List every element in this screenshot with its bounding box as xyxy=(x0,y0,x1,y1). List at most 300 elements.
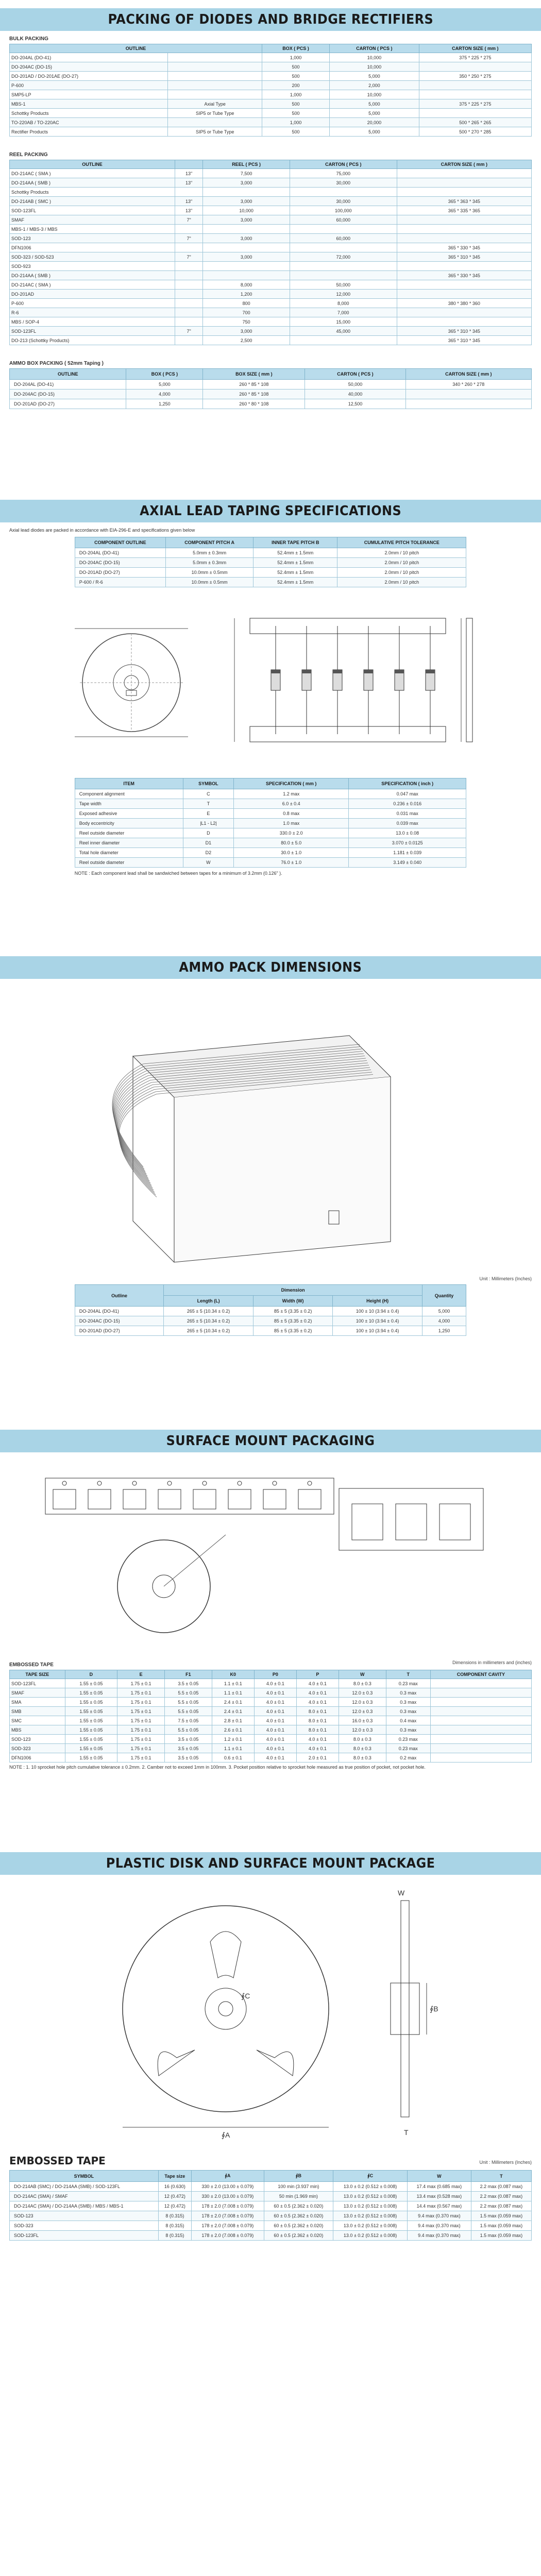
table-cell: 5.5 ± 0.05 xyxy=(164,1725,212,1735)
table-cell: 8.0 ± 0.1 xyxy=(296,1716,339,1725)
table-cell: 1.55 ± 0.05 xyxy=(65,1753,117,1762)
table-cell: 0.2 max xyxy=(386,1753,430,1762)
table-cell: DO-214AB (SMC) / DO-214AA (SMB) / SOD-123FL xyxy=(10,2182,159,2192)
col-header: K0 xyxy=(212,1670,254,1679)
table-cell: 1.55 ± 0.05 xyxy=(65,1698,117,1707)
table-row xyxy=(75,789,466,799)
table-cell xyxy=(175,262,202,271)
table-cell: DO-214AC ( SMA ) xyxy=(10,280,175,290)
table-row xyxy=(10,109,532,118)
table-cell xyxy=(168,81,262,90)
table-cell: 0.3 max xyxy=(386,1688,430,1698)
table-cell: DO-214AA ( SMB ) xyxy=(10,178,175,188)
table-cell: 7" xyxy=(175,215,202,225)
table-cell: DO-214AC ( SMA ) xyxy=(10,169,175,178)
table-cell: 60 ± 0.5 (2.362 ± 0.020) xyxy=(264,2211,333,2221)
table-cell: 5.5 ± 0.05 xyxy=(164,1688,212,1698)
smd-header-row xyxy=(10,1670,532,1679)
section-title-plastic: PLASTIC DISK AND SURFACE MOUNT PACKAGE xyxy=(106,1856,435,1871)
table-cell: 8.0 ± 0.1 xyxy=(296,1707,339,1716)
table-cell: 500 * 265 * 265 xyxy=(419,118,531,127)
table-cell xyxy=(203,262,290,271)
col-header: CARTON ( PCS ) xyxy=(290,160,397,169)
table-cell xyxy=(430,1688,531,1698)
table-cell: 5,000 xyxy=(422,1307,466,1316)
table-cell: 750 xyxy=(203,317,290,327)
col-header: BOX ( PCS ) xyxy=(126,369,203,380)
table-cell: 85 ± 5 (3.35 ± 0.2) xyxy=(253,1307,333,1316)
table-cell: 13.0 ± 0.08 xyxy=(349,828,466,838)
table-cell: P-600 / R-6 xyxy=(75,578,165,587)
axial-drawings xyxy=(9,598,532,762)
table-cell: 8,000 xyxy=(290,299,397,308)
table-row xyxy=(10,1707,532,1716)
table-cell: MBS-1 xyxy=(10,99,168,109)
table-cell xyxy=(397,234,531,243)
table-row xyxy=(75,1326,466,1336)
table-row xyxy=(10,169,532,178)
table-cell: R-6 xyxy=(10,308,175,317)
table-cell: Schottky Products xyxy=(10,188,175,197)
table-cell xyxy=(397,262,531,271)
sprocket-hole xyxy=(202,1481,207,1485)
table-cell: 17.4 max (0.685 max) xyxy=(408,2182,471,2192)
table-cell: 45,000 xyxy=(290,327,397,336)
table-cell xyxy=(430,1753,531,1762)
table-cell xyxy=(175,299,202,308)
table-cell: 365 * 363 * 345 xyxy=(397,197,531,206)
table-row xyxy=(75,548,466,558)
table-cell: 12.0 ± 0.3 xyxy=(339,1688,386,1698)
table-cell: 1,000 xyxy=(262,53,329,62)
table-cell: 2.0mm / 10 pitch xyxy=(337,568,466,578)
table-cell: 4.0 ± 0.1 xyxy=(254,1735,296,1744)
table-cell: 10,000 xyxy=(203,206,290,215)
table-cell: 30,000 xyxy=(290,178,397,188)
col-header: CUMULATIVE PITCH TOLERANCE xyxy=(337,537,466,548)
table-cell: P-600 xyxy=(10,299,175,308)
table-cell: 265 ± 5 (10.34 ± 0.2) xyxy=(164,1316,253,1326)
table-row xyxy=(75,828,466,838)
sprocket-hole xyxy=(167,1481,172,1485)
table-cell: DO-204AC (DO-15) xyxy=(10,62,168,72)
table-row xyxy=(10,1735,532,1744)
table-cell xyxy=(397,290,531,299)
plastic-disk-drawing xyxy=(9,1880,530,2148)
table-cell xyxy=(168,53,262,62)
table-cell: 13" xyxy=(175,206,202,215)
table-cell: 1.1 ± 0.1 xyxy=(212,1679,254,1688)
col-header: F1 xyxy=(164,1670,212,1679)
col-header: OUTLINE xyxy=(10,369,126,380)
table-cell: 178 ± 2.0 (7.008 ± 0.079) xyxy=(191,2201,264,2211)
table-cell: 260 * 80 * 108 xyxy=(203,399,305,409)
tape-pocket xyxy=(228,1489,251,1509)
ammo-table xyxy=(75,1284,467,1336)
table-cell: D xyxy=(183,828,234,838)
table-cell: 8.0 ± 0.1 xyxy=(296,1725,339,1735)
table-cell: 500 xyxy=(262,62,329,72)
axial-diode xyxy=(271,626,280,734)
table-cell: SOD-123 xyxy=(10,234,175,243)
table-cell: 1.55 ± 0.05 xyxy=(65,1744,117,1753)
table-row xyxy=(75,858,466,868)
table-cell: MBS / SOP-4 xyxy=(10,317,175,327)
col-header: TAPE SIZE xyxy=(10,1670,65,1679)
table-cell: 2.2 max (0.087 max) xyxy=(471,2182,531,2192)
col-header: Height (H) xyxy=(333,1296,422,1307)
table-cell: 375 * 225 * 275 xyxy=(419,99,531,109)
table-cell xyxy=(397,215,531,225)
table-cell xyxy=(203,243,290,252)
table-cell: 1.181 ± 0.039 xyxy=(349,848,466,858)
svg-text:T: T xyxy=(404,2128,409,2137)
table-cell: SOD-923 xyxy=(10,262,175,271)
col-header: T xyxy=(471,2171,531,2182)
table-row xyxy=(75,1307,466,1316)
section-banner-packing xyxy=(0,8,541,31)
table-row xyxy=(10,90,532,99)
table-row xyxy=(10,308,532,317)
table-cell xyxy=(405,399,531,409)
smd-footnote: NOTE : 1. 10 sprocket hole pitch cumulative tolerance ± 0.2mm. 2. Camber not to exceed 1mm in 100mm. 3. Pocket position relative to sprocket hole measured as true position of pocket, not pocket hole. xyxy=(9,1765,426,1770)
table-cell: 12.0 ± 0.3 xyxy=(339,1725,386,1735)
table-row xyxy=(10,215,532,225)
axial-table-body xyxy=(75,548,466,587)
table-cell: 100 ± 10 (3.94 ± 0.4) xyxy=(333,1307,422,1316)
col-header: Width (W) xyxy=(253,1296,333,1307)
table-cell: 1.0 max xyxy=(234,819,349,828)
table-cell: MBS-1 / MBS-3 / MBS xyxy=(10,225,175,234)
table-cell: 5,000 xyxy=(330,127,419,137)
table-cell xyxy=(397,169,531,178)
table-cell: 1.75 ± 0.1 xyxy=(117,1735,165,1744)
table-cell: D1 xyxy=(183,838,234,848)
section-banner-ammo xyxy=(0,956,541,979)
table-cell: 15,000 xyxy=(290,317,397,327)
table-row xyxy=(10,99,532,109)
col-header: SPECIFICATION ( mm ) xyxy=(234,778,349,789)
col-header: REEL ( PCS ) xyxy=(203,160,290,169)
table-cell: 1.75 ± 0.1 xyxy=(117,1753,165,1762)
table-cell: 13.0 ± 0.2 (0.512 ± 0.008) xyxy=(333,2211,408,2221)
table-cell: 12,000 xyxy=(290,290,397,299)
table-cell: 1.75 ± 0.1 xyxy=(117,1716,165,1725)
table-cell: T xyxy=(183,799,234,809)
table-cell: 200 xyxy=(262,81,329,90)
table-row xyxy=(10,62,532,72)
table-cell: SMC xyxy=(10,1716,65,1725)
plastic-section xyxy=(0,1880,541,2241)
smd-caption: EMBOSSED TAPE xyxy=(9,1662,54,1668)
table-row xyxy=(10,317,532,327)
table-cell: 4.0 ± 0.1 xyxy=(254,1725,296,1735)
col-header: Tape size xyxy=(158,2171,191,2182)
table-cell: 0.8 max xyxy=(234,809,349,819)
table-cell: 4.0 ± 0.1 xyxy=(296,1698,339,1707)
table-row xyxy=(75,809,466,819)
table-row xyxy=(75,568,466,578)
table-cell: 76.0 ± 1.0 xyxy=(234,858,349,868)
table-row xyxy=(10,2192,532,2201)
table-cell: 260 * 85 * 108 xyxy=(203,389,305,399)
table-cell: 265 ± 5 (10.34 ± 0.2) xyxy=(164,1326,253,1336)
table-row xyxy=(10,290,532,299)
table-cell: 3,000 xyxy=(203,252,290,262)
table-cell xyxy=(419,81,531,90)
col-header: ∮B xyxy=(264,2171,333,2182)
table-cell: 7,500 xyxy=(203,169,290,178)
table-cell: 3,000 xyxy=(203,197,290,206)
col-header: E xyxy=(117,1670,165,1679)
table-cell: 0.4 max xyxy=(386,1716,430,1725)
col-header: BOX ( PCS ) xyxy=(262,44,329,53)
table-cell: 52.4mm ± 1.5mm xyxy=(253,578,337,587)
svg-text:∮C: ∮C xyxy=(241,1992,250,2000)
table-cell: 0.3 max xyxy=(386,1707,430,1716)
bulk-packing-section xyxy=(0,36,541,137)
table-cell: 4.0 ± 0.1 xyxy=(254,1716,296,1725)
table-cell: Exposed adhesive xyxy=(75,809,183,819)
smd-section xyxy=(0,1458,541,1770)
table-cell: 4.0 ± 0.1 xyxy=(296,1735,339,1744)
table-cell xyxy=(290,271,397,280)
table-cell: 1,250 xyxy=(126,399,203,409)
table-cell: 500 xyxy=(262,72,329,81)
table-cell: SMP5-LP xyxy=(10,90,168,99)
table-cell: 1.55 ± 0.05 xyxy=(65,1688,117,1698)
table-cell: 340 * 260 * 278 xyxy=(405,380,531,389)
table-cell: 13" xyxy=(175,169,202,178)
table-cell: DO-201AD (DO-27) xyxy=(10,399,126,409)
embossed-table xyxy=(9,2170,532,2241)
section-title-smd: SURFACE MOUNT PACKAGING xyxy=(166,1433,375,1449)
table-cell: 50,000 xyxy=(305,380,405,389)
table-row xyxy=(75,1316,466,1326)
table-row xyxy=(10,2211,532,2221)
table-cell: 10,000 xyxy=(330,90,419,99)
table-cell: 30.0 ± 1.0 xyxy=(234,848,349,858)
table-cell: 8.0 ± 0.3 xyxy=(339,1679,386,1688)
table-cell xyxy=(175,290,202,299)
tape-pocket-detail xyxy=(396,1504,427,1540)
table-cell: 50 min (1.969 min) xyxy=(264,2192,333,2201)
svg-text:W: W xyxy=(398,1889,405,1897)
table-row xyxy=(10,81,532,90)
table-cell: 1.5 max (0.059 max) xyxy=(471,2231,531,2241)
table-cell: 1,250 xyxy=(422,1326,466,1336)
table-row xyxy=(75,578,466,587)
table-cell: 1.2 ± 0.1 xyxy=(212,1735,254,1744)
col-header: CARTON ( PCS ) xyxy=(305,369,405,380)
table-cell: 8 (0.315) xyxy=(158,2211,191,2221)
table-cell: D2 xyxy=(183,848,234,858)
table-cell xyxy=(419,62,531,72)
col-header: P0 xyxy=(254,1670,296,1679)
ammobox-table-body xyxy=(10,380,532,409)
table-cell: 13.0 ± 0.2 (0.512 ± 0.008) xyxy=(333,2221,408,2231)
smd-table-body xyxy=(10,1679,532,1762)
table-cell: Tape width xyxy=(75,799,183,809)
table-cell: 0.23 max xyxy=(386,1735,430,1744)
table-cell: DO-201AD (DO-27) xyxy=(75,568,165,578)
table-cell: 178 ± 2.0 (7.008 ± 0.079) xyxy=(191,2231,264,2241)
table-cell: 14.4 max (0.567 max) xyxy=(408,2201,471,2211)
table-cell: 8 (0.315) xyxy=(158,2221,191,2231)
table-cell: Reel inner diameter xyxy=(75,838,183,848)
table-cell: 5,000 xyxy=(330,72,419,81)
col-header: OUTLINE xyxy=(10,160,175,169)
axial-pitch-table xyxy=(75,537,467,587)
section-title-ammo: AMMO PACK DIMENSIONS xyxy=(179,960,362,975)
reel-drawing xyxy=(54,598,209,762)
table-cell: 365 * 330 * 345 xyxy=(397,271,531,280)
table-row xyxy=(10,2221,532,2231)
table-cell: MBS xyxy=(10,1725,65,1735)
table-cell: DO-201AD xyxy=(10,290,175,299)
table-cell: 2.6 ± 0.1 xyxy=(212,1725,254,1735)
table-cell: 30,000 xyxy=(290,197,397,206)
smd-table xyxy=(9,1670,532,1762)
smd-tape-drawing xyxy=(9,1458,530,1653)
table-cell: 3.5 ± 0.05 xyxy=(164,1753,212,1762)
table-cell xyxy=(175,317,202,327)
table-cell: DO-214AC (SMA) / DO-214AA (SMB) / MBS / MBS-1 xyxy=(10,2201,159,2211)
col-header: W xyxy=(408,2171,471,2182)
table-cell xyxy=(397,188,531,197)
table-cell: 1.55 ± 0.05 xyxy=(65,1707,117,1716)
reel-table-body xyxy=(10,169,532,345)
table-cell: 500 xyxy=(262,109,329,118)
table-cell: 12.0 ± 0.3 xyxy=(339,1707,386,1716)
table-cell: 10.0mm ± 0.5mm xyxy=(166,568,253,578)
reel-packing-section xyxy=(0,152,541,345)
col-header xyxy=(175,160,202,169)
table-cell: 1,000 xyxy=(262,90,329,99)
table-cell: 9.4 max (0.370 max) xyxy=(408,2211,471,2221)
table-cell: 0.23 max xyxy=(386,1679,430,1688)
ammo-box-drawing xyxy=(9,984,530,1273)
sprocket-hole xyxy=(132,1481,137,1485)
table-cell: 100 ± 10 (3.94 ± 0.4) xyxy=(333,1326,422,1336)
table-cell: 500 xyxy=(262,127,329,137)
table-cell: SOD-123FL xyxy=(10,327,175,336)
table-cell xyxy=(430,1735,531,1744)
col-header: COMPONENT PITCH A xyxy=(166,537,253,548)
table-cell xyxy=(175,225,202,234)
table-row xyxy=(10,336,532,345)
table-cell: 330 ± 2.0 (13.00 ± 0.079) xyxy=(191,2182,264,2192)
table-cell xyxy=(419,109,531,118)
table-cell xyxy=(419,90,531,99)
svg-text:∮A: ∮A xyxy=(221,2131,230,2139)
table-row xyxy=(10,206,532,215)
ammobox-caption: AMMO BOX PACKING ( 52mm Taping ) xyxy=(9,361,104,366)
table-cell: 100 min (3.937 min) xyxy=(264,2182,333,2192)
tape-detail xyxy=(352,1504,470,1540)
table-row xyxy=(10,1753,532,1762)
table-cell: 85 ± 5 (3.35 ± 0.2) xyxy=(253,1326,333,1336)
table-row xyxy=(75,838,466,848)
sprocket-hole xyxy=(273,1481,277,1485)
embossed-table-body xyxy=(10,2182,532,2241)
table-row xyxy=(10,1679,532,1688)
table-row xyxy=(10,1688,532,1698)
axial-diode xyxy=(395,626,404,734)
table-cell: 2.0mm / 10 pitch xyxy=(337,558,466,568)
table-cell: DO-201AD (DO-27) xyxy=(75,1326,164,1336)
table-cell: 365 * 335 * 365 xyxy=(397,206,531,215)
table-row xyxy=(10,127,532,137)
table-cell: 10,000 xyxy=(330,53,419,62)
table-cell: 2.0mm / 10 pitch xyxy=(337,578,466,587)
table-cell: 4.0 ± 0.1 xyxy=(254,1679,296,1688)
table-cell: SOD-323 xyxy=(10,2221,159,2231)
table-row xyxy=(10,1744,532,1753)
table-cell: 2.0 ± 0.1 xyxy=(296,1753,339,1762)
sprocket-hole xyxy=(62,1481,66,1485)
table-cell: 1.5 max (0.059 max) xyxy=(471,2221,531,2231)
table-cell: SOD-123FL xyxy=(10,2231,159,2241)
table-cell: 3,000 xyxy=(203,215,290,225)
col-header: D xyxy=(65,1670,117,1679)
embossed-header-row xyxy=(10,2171,532,2182)
col-header: COMPONENT OUTLINE xyxy=(75,537,165,548)
table-cell: SOD-123 xyxy=(10,1735,65,1744)
table-row xyxy=(10,72,532,81)
table-row xyxy=(75,558,466,568)
table-cell: 500 xyxy=(262,99,329,109)
table-cell: SMA xyxy=(10,1698,65,1707)
table-cell: 4.0 ± 0.1 xyxy=(296,1688,339,1698)
tape-pocket xyxy=(193,1489,216,1509)
table-row xyxy=(10,118,532,127)
table-cell: 330 ± 2.0 (13.00 ± 0.079) xyxy=(191,2192,264,2201)
col-header: ∮A xyxy=(191,2171,264,2182)
table-cell: 1.75 ± 0.1 xyxy=(117,1688,165,1698)
table-cell: 0.031 max xyxy=(349,809,466,819)
table-cell: 4.0 ± 0.1 xyxy=(296,1744,339,1753)
axial-footnote: NOTE : Each component lead shall be sandwiched between tapes for a minimum of 3.2mm (0.126" ). xyxy=(74,871,282,876)
table-row xyxy=(10,1716,532,1725)
table-cell: 13.0 ± 0.2 (0.512 ± 0.008) xyxy=(333,2201,408,2211)
table-row xyxy=(75,848,466,858)
table-cell: 52.4mm ± 1.5mm xyxy=(253,548,337,558)
table-cell: 60 ± 0.5 (2.362 ± 0.020) xyxy=(264,2231,333,2241)
table-cell: 2,500 xyxy=(203,336,290,345)
table-cell: SOD-123 xyxy=(10,2211,159,2221)
table-cell: 8,000 xyxy=(203,280,290,290)
table-cell: 12,500 xyxy=(305,399,405,409)
table-cell: Reel outside diameter xyxy=(75,828,183,838)
col-header: SPECIFICATION ( inch ) xyxy=(349,778,466,789)
table-cell xyxy=(290,243,397,252)
table-cell xyxy=(397,308,531,317)
table-row xyxy=(10,188,532,197)
table-cell: 4.0 ± 0.1 xyxy=(254,1744,296,1753)
col-header: CARTON SIZE ( mm ) xyxy=(397,160,531,169)
table-cell: 4.0 ± 0.1 xyxy=(254,1698,296,1707)
table-cell xyxy=(168,118,262,127)
table-cell xyxy=(175,243,202,252)
table-cell: 1,200 xyxy=(203,290,290,299)
table-cell: 10,000 xyxy=(330,62,419,72)
table-cell: DO-214AA ( SMB ) xyxy=(10,271,175,280)
col-header: W xyxy=(339,1670,386,1679)
table-cell: 40,000 xyxy=(305,389,405,399)
table-cell: Rectifier Products xyxy=(10,127,168,137)
col-header: OUTLINE xyxy=(10,44,262,53)
